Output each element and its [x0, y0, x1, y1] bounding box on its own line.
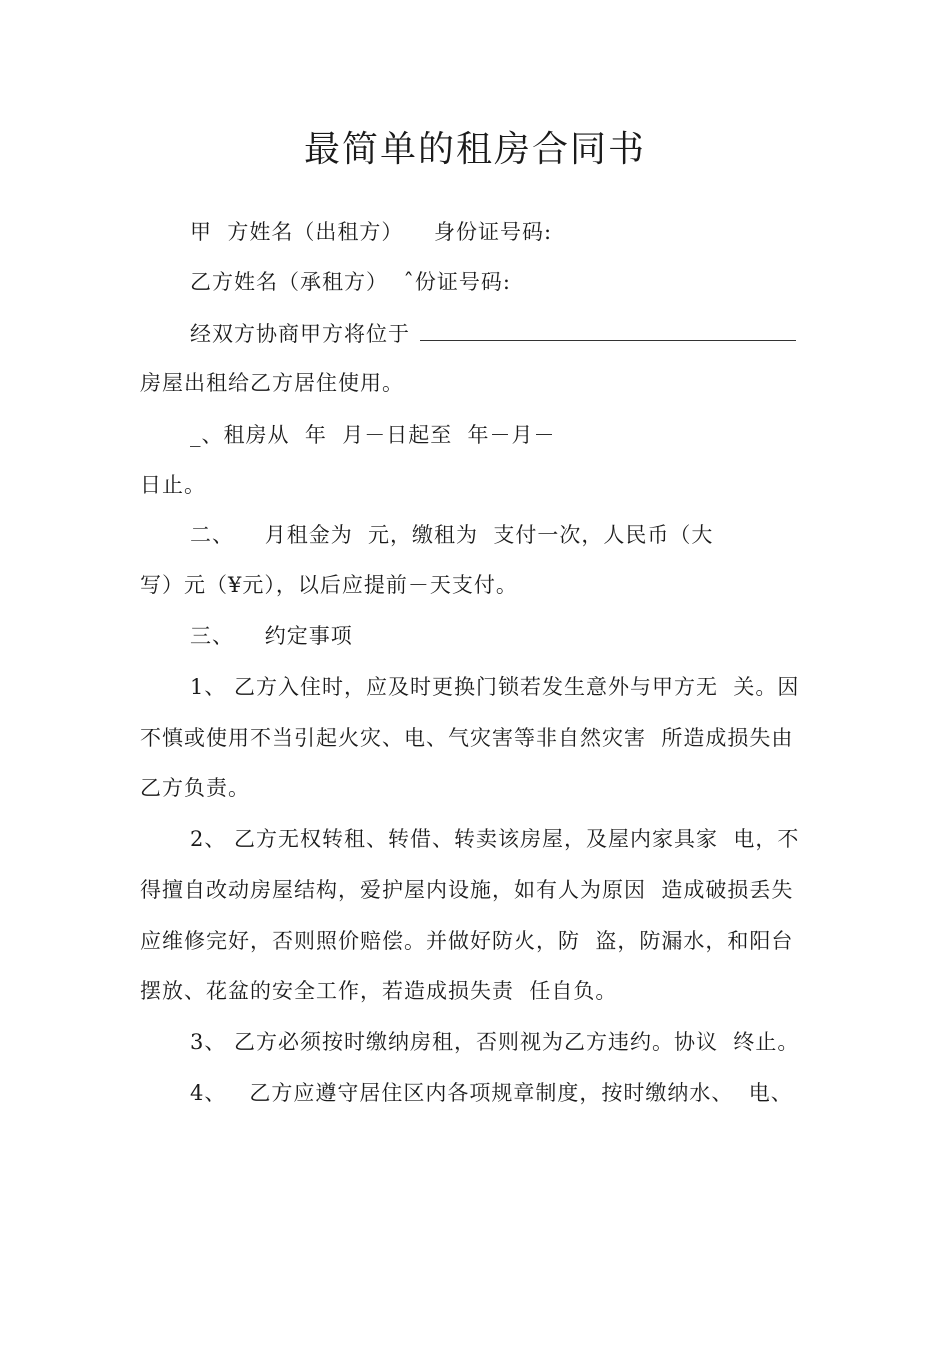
term-line: _、租房从 年 月－日起至 年－月－ [190, 423, 556, 447]
party-a-line: 甲 方姓名（出租方） 身份证号码: [190, 220, 553, 244]
address-blank [420, 318, 796, 341]
rent-line-cont: 写）元（¥元），以后应提前－天支付。 [140, 573, 518, 597]
usage-line: 房屋出租给乙方居住使用。 [140, 371, 404, 395]
clause-2-line-4: 摆放、花盆的安全工作，若造成损失责 任自负。 [140, 979, 618, 1003]
rent-line: 二、 月租金为 元，缴租为 支付一次，人民币（大 [190, 523, 714, 547]
clause-1-line-1: 1、 乙方入住时，应及时更换门锁若发生意外与甲方无 关。因 [190, 675, 800, 699]
term-end-line: 日止。 [140, 473, 206, 497]
clause-3-line-1: 3、 乙方必须按时缴纳房租，否则视为乙方违约。协议 终止。 [190, 1030, 800, 1054]
clause-1-line-2: 不慎或使用不当引起火灾、电、气灾害等非自然灾害 所造成损失由 [140, 726, 794, 750]
clause-2-line-2: 得擅自改动房屋结构，爱护屋内设施，如有人为原因 造成破损丢失 [140, 878, 794, 902]
location-line [190, 318, 796, 349]
clause-4-line-1: 4、 乙方应遵守居住区内各项规章制度，按时缴纳水、 电、 [190, 1081, 793, 1105]
clause-2-line-1: 2、 乙方无权转租、转借、转卖该房屋，及屋内家具家 电，不 [190, 827, 800, 851]
clause-1-line-3: 乙方负责。 [140, 776, 250, 800]
document-title: 最简单的租房合同书 [303, 129, 646, 170]
party-b-line: 乙方姓名（承租方） ˆ份证号码: [190, 270, 511, 294]
terms-heading: 三、 约定事项 [190, 624, 353, 648]
location-label: 经双方协商甲方将位于 [190, 322, 410, 346]
clause-2-line-3: 应维修完好，否则照价赔偿。并做好防火，防 盗，防漏水，和阳台 [140, 929, 794, 953]
